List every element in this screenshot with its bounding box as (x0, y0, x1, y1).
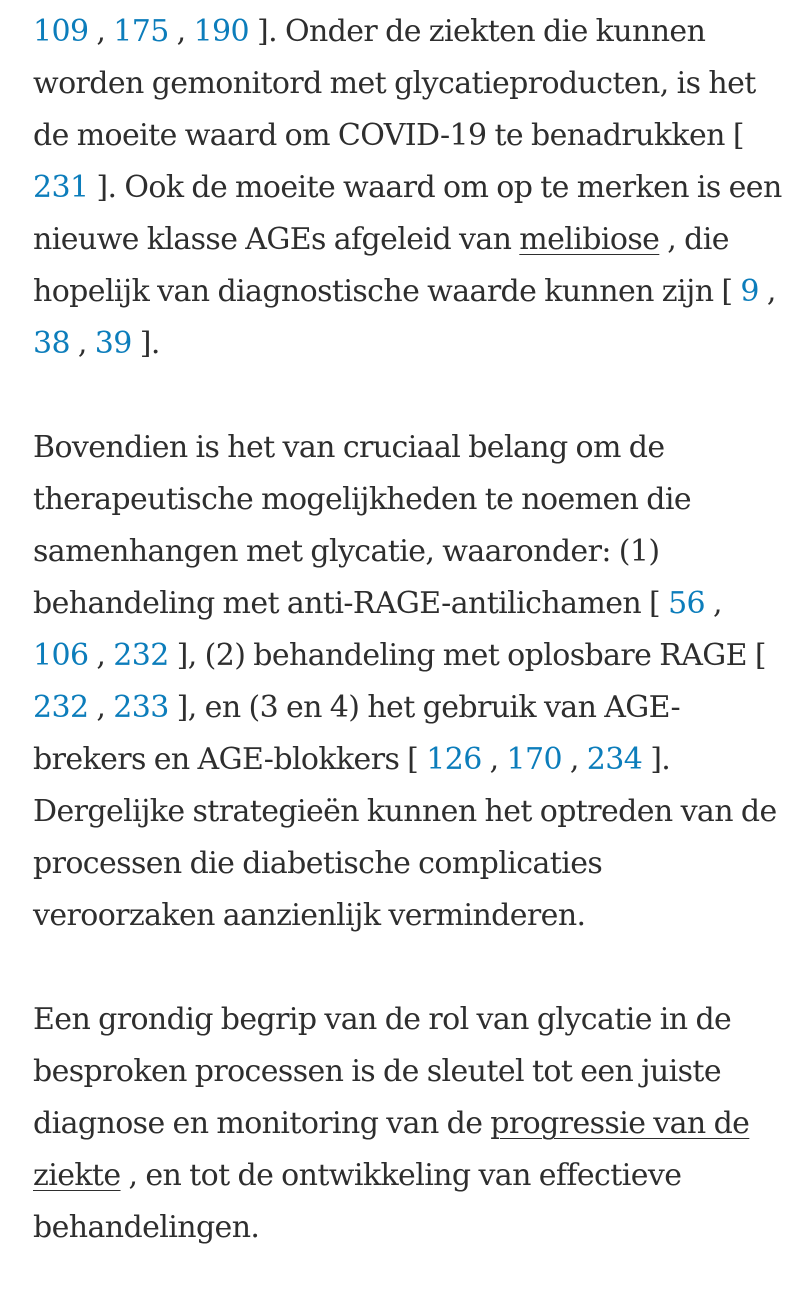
citation-link[interactable]: 233 (113, 690, 169, 725)
paragraph (33, 994, 785, 1254)
paragraph-text: ], en (3 en 4) het gebruik van AGE-brekers en AGE-blokkers [ (33, 690, 681, 777)
paragraph-text: ]. Ook de moeite waard om op te merken is een nieuwe klasse AGEs afgeleid van (33, 170, 782, 257)
paragraph (33, 6, 785, 370)
citation-link[interactable]: 175 (113, 14, 169, 49)
paragraph-text: ]. Onder de ziekten die kunnen worden gemonitord met glycatieproducten, is het de moeite waard om COVID-19 te benadrukken [ (33, 14, 756, 153)
paragraph-text: , (481, 742, 507, 777)
article-body (33, 6, 785, 1306)
citation-link[interactable]: 56 (668, 586, 706, 621)
citation-link[interactable]: 234 (586, 742, 643, 777)
citation-link[interactable]: 9 (740, 274, 759, 309)
paragraph-text: , (758, 274, 776, 309)
paragraph-text: , (88, 690, 114, 725)
paragraph-text: , en tot de ontwikkeling van effectieve behandelingen. (33, 1158, 682, 1245)
citation-link[interactable]: 106 (33, 638, 89, 673)
citation-link[interactable]: 232 (33, 690, 89, 725)
paragraph (33, 422, 785, 942)
citation-link[interactable]: 109 (33, 14, 89, 49)
citation-link[interactable]: 232 (113, 638, 169, 673)
citation-link[interactable]: 190 (193, 14, 250, 49)
citation-link[interactable]: 126 (426, 742, 482, 777)
citation-link[interactable]: 38 (33, 326, 70, 361)
paragraph-text: , (88, 638, 114, 673)
paragraph-text: Bovendien is het van cruciaal belang om de therapeutische mogelijkheden te noemen die samenhangen met glycatie, waaronder: (1) behandeling met anti-RAGE-antilichamen [ (33, 430, 692, 621)
paragraph-text: ], (2) behandeling met oplosbare RAGE [ (168, 638, 766, 673)
paragraph-text: , (168, 14, 194, 49)
paragraph-text: , (561, 742, 587, 777)
paragraph-text: , (88, 14, 114, 49)
citation-link[interactable]: 231 (33, 170, 89, 205)
citation-link[interactable]: 39 (94, 326, 132, 361)
citation-link[interactable]: 170 (506, 742, 562, 777)
glossary-term-link[interactable]: progressie van de ziekte (33, 1106, 750, 1193)
paragraph-text: Een grondig begrip van de rol van glycatie in de besproken processen is de sleutel tot een juiste diagnose en monitoring van de (33, 1002, 732, 1141)
paragraph-text: , (69, 326, 95, 361)
paragraph-text: ]. Dergelijke strategieën kunnen het optreden van de processen die diabetische complicaties veroorzaken aanzienlijk verminderen. (33, 742, 777, 933)
paragraph-text: , (705, 586, 722, 621)
paragraph-text: , die hopelijk van diagnostische waarde kunnen zijn [ (33, 222, 741, 309)
paragraph-text: ]. (131, 326, 160, 361)
glossary-term-link[interactable]: melibiose (519, 222, 660, 257)
